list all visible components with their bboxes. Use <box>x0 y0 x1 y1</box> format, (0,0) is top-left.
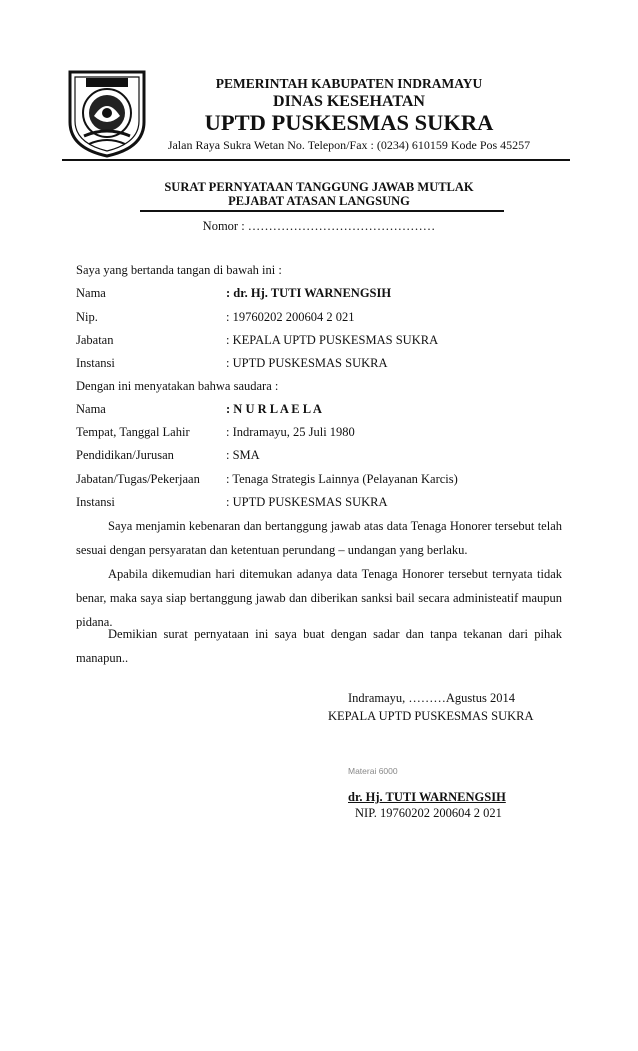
subject-label-nama: Nama <box>76 402 106 416</box>
signature-place-date: Indramayu, ………Agustus 2014 <box>348 691 515 705</box>
subject-label-pendidikan: Pendidikan/Jurusan <box>76 448 174 462</box>
subject-label-jabatan: Jabatan/Tugas/Pekerjaan <box>76 472 200 486</box>
signer-label-nip: Nip. <box>76 310 98 324</box>
paragraph-sanction: Apabila dikemudian hari ditemukan adanya data Tenaga Honorer tersebut ternyata tidak benar, maka saya siap bertanggung jawab dan diberikan sanksi bail secara administeatif maupun pidana. <box>76 567 562 629</box>
subject-value-instansi: : UPTD PUSKESMAS SUKRA <box>226 495 388 509</box>
kop-institution: UPTD PUSKESMAS SUKRA <box>204 110 494 135</box>
materai-stamp-label: Materai 6000 <box>348 766 398 776</box>
kop-department: DINAS KESEHATAN <box>273 93 425 110</box>
document-title-line2: PEJABAT ATASAN LANGSUNG <box>228 194 410 208</box>
paragraph-closing: Demikian surat pernyataan ini saya buat dengan sadar dan tanpa tekanan dari pihak manapun.. <box>76 627 562 665</box>
subject-label-ttl: Tempat, Tanggal Lahir <box>76 425 190 439</box>
signer-value-nama: : dr. Hj. TUTI WARNENGSIH <box>226 286 392 300</box>
signer-label-instansi: Instansi <box>76 356 115 370</box>
paragraph-guarantee: Saya menjamin kebenaran dan bertanggung jawab atas data Tenaga Honorer tersebut telah sesuai dengan persyaratan dan ketentuan perundang – undangan yang berlaku. <box>76 519 562 557</box>
subject-value-jabatan: : Tenaga Strategis Lainnya (Pelayanan Karcis) <box>226 472 458 486</box>
intro-text: Saya yang bertanda tangan di bawah ini : <box>76 263 282 277</box>
signer-label-nama: Nama <box>76 286 106 300</box>
document-number: Nomor : ……………………………………… <box>202 219 436 233</box>
title-underline <box>140 210 504 212</box>
kop-government: PEMERINTAH KABUPATEN INDRAMAYU <box>215 76 483 91</box>
signer-value-jabatan: : KEPALA UPTD PUSKESMAS SUKRA <box>226 333 439 347</box>
subject-value-pendidikan: : SMA <box>226 448 260 462</box>
kop-divider <box>62 159 570 161</box>
signer-value-instansi: : UPTD PUSKESMAS SUKRA <box>226 356 388 370</box>
subject-value-ttl: : Indramayu, 25 Juli 1980 <box>226 425 355 439</box>
signer-value-nip: : 19760202 200604 2 021 <box>226 310 355 324</box>
signature-name: dr. Hj. TUTI WARNENGSIH <box>348 790 506 804</box>
subject-value-nama: : N U R L A E L A <box>226 402 322 416</box>
signature-position: KEPALA UPTD PUSKESMAS SUKRA <box>328 709 534 723</box>
statement-intro: Dengan ini menyatakan bahwa saudara : <box>76 379 279 393</box>
subject-label-instansi: Instansi <box>76 495 115 509</box>
signer-label-jabatan: Jabatan <box>76 333 114 347</box>
document-title-line1: SURAT PERNYATAAN TANGGUNG JAWAB MUTLAK <box>164 180 474 194</box>
signature-nip: NIP. 19760202 200604 2 021 <box>355 806 502 820</box>
kop-address: Jalan Raya Sukra Wetan No. Telepon/Fax : (0234) 610159 Kode Pos 45257 <box>167 138 531 152</box>
